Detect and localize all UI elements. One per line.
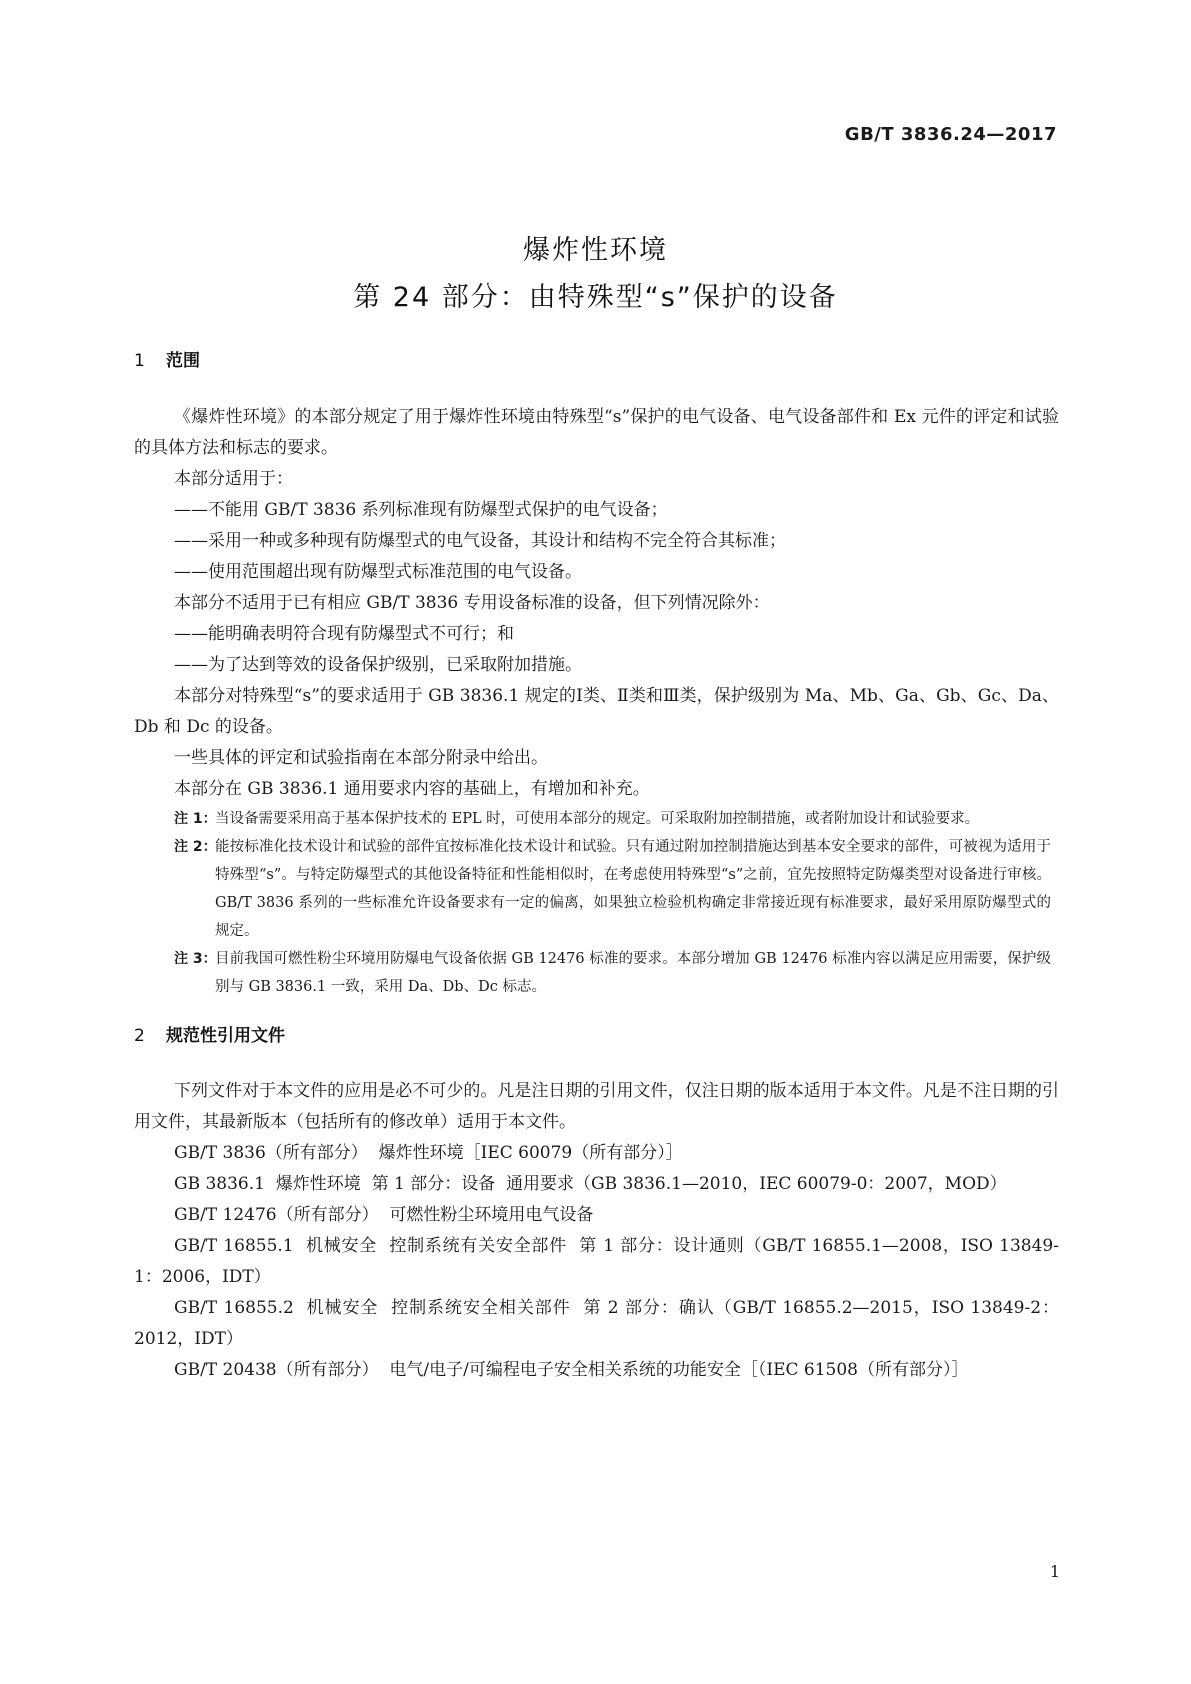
document-title: 爆炸性环境	[523, 235, 668, 266]
paragraph: 本部分不适用于已有相应 GB/T 3836 专用设备标准的设备，但下列情况除外：	[174, 593, 770, 613]
note-label: 注 2：	[174, 839, 217, 855]
paragraph: 本部分在 GB 3836.1 通用要求内容的基础上，有增加和补充。	[174, 779, 650, 799]
section-title: 范围	[166, 351, 200, 371]
reference-item: GB/T 12476（所有部分） 可燃性粉尘环境用电气设备	[174, 1205, 594, 1225]
document-code: GB/T 3836.24—2017	[844, 124, 1057, 145]
paragraph: 《爆炸性环境》的本部分规定了用于爆炸性环境由特殊型“s”保护的电气设备、电气设备部件和 Ex 元件的评定和试验的具体方法和标志的要求。	[134, 407, 1059, 458]
paragraph: 本部分适用于：	[174, 469, 293, 489]
list-item: ——为了达到等效的设备保护级别，已采取附加措施。	[174, 655, 582, 675]
reference-item: GB/T 3836（所有部分） 爆炸性环境［IEC 60079（所有部分）］	[174, 1143, 683, 1163]
note-label: 注 1：	[174, 811, 217, 827]
list-item: ——不能用 GB/T 3836 系列标准现有防爆型式保护的电气设备；	[174, 500, 668, 520]
note-3	[134, 945, 1059, 1001]
note-1	[134, 805, 1059, 833]
section-1-heading	[134, 346, 200, 371]
reference-item: GB/T 16855.2 机械安全 控制系统安全相关部件 第 2 部分：确认（GB/T 16855.2—2015，ISO 13849-2：2012，IDT）	[134, 1298, 1059, 1349]
paragraph: 本部分对特殊型“s”的要求适用于 GB 3836.1 规定的Ⅰ类、Ⅱ类和Ⅲ类，保护级别为 Ma、Mb、Ga、Gb、Gc、Da、Db 和 Dc 的设备。	[134, 686, 1059, 737]
list-item: ——使用范围超出现有防爆型式标准范围的电气设备。	[174, 562, 582, 582]
note-text: 目前我国可燃性粉尘环境用防爆电气设备依据 GB 12476 标准的要求。本部分增加 GB 12476 标准内容以满足应用需要，保护级别与 GB 3836.1 一致，采用 Da、Db、Dc 标志。	[215, 951, 1051, 995]
reference-item: GB/T 16855.1 机械安全 控制系统有关安全部件 第 1 部分：设计通则（GB/T 16855.1—2008，ISO 13849-1：2006，IDT）	[134, 1236, 1059, 1287]
section-2-heading	[134, 1021, 285, 1046]
list-item: ——能明确表明符合现有防爆型式不可行；和	[174, 624, 514, 644]
section-title: 规范性引用文件	[166, 1026, 285, 1046]
note-text: 能按标准化技术设计和试验的部件宜按标准化技术设计和试验。只有通过附加控制措施达到基本安全要求的部件，可被视为适用于特殊型“s”。与特定防爆型式的其他设备特征和性能相似时，在考虑使用特殊型“s”之前，宜先按照特定防爆类型对设备进行审核。GB/T 3836 系列的一些标准允许设备要求有一定的偏离，如果独立检验机构确定非常接近现有标准要求，最好采用原防爆型式的规定。	[215, 839, 1051, 939]
section-number: 2	[134, 1026, 145, 1046]
document-subtitle: 第 24 部分：由特殊型“s”保护的设备	[353, 282, 838, 313]
paragraph: 一些具体的评定和试验指南在本部分附录中给出。	[174, 748, 548, 768]
section-number: 1	[134, 351, 145, 371]
list-item: ——采用一种或多种现有防爆型式的电气设备，其设计和结构不完全符合其标准；	[174, 531, 786, 551]
reference-item: GB/T 20438（所有部分） 电气/电子/可编程电子安全相关系统的功能安全［（IEC 61508（所有部分）］	[174, 1360, 969, 1380]
section-1-body	[134, 402, 1059, 1001]
note-text: 当设备需要采用高于基本保护技术的 EPL 时，可使用本部分的规定。可采取附加控制措施，或者附加设计和试验要求。	[215, 811, 980, 827]
page-number: 1	[1049, 1562, 1060, 1581]
paragraph: 下列文件对于本文件的应用是必不可少的。凡是注日期的引用文件，仅注日期的版本适用于本文件。凡是不注日期的引用文件，其最新版本（包括所有的修改单）适用于本文件。	[134, 1081, 1059, 1132]
reference-item: GB 3836.1 爆炸性环境 第 1 部分：设备 通用要求（GB 3836.1—2010，IEC 60079-0：2007，MOD）	[174, 1174, 1007, 1194]
section-2-body	[134, 1076, 1059, 1386]
note-2	[134, 833, 1059, 945]
note-label: 注 3：	[174, 951, 217, 967]
